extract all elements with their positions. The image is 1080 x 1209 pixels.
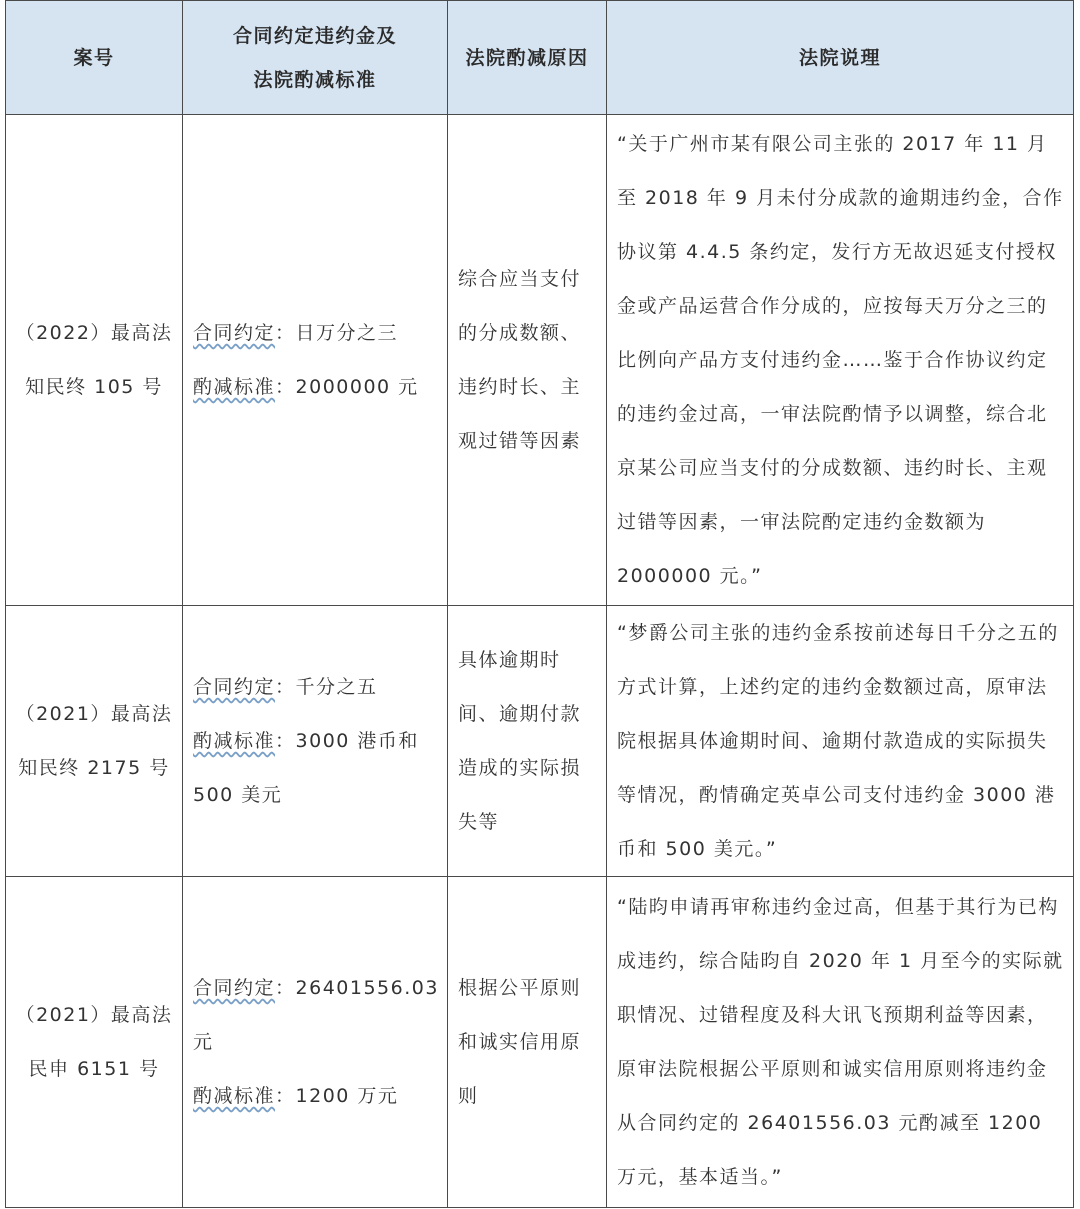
case-number-line2: 知民终 2175 号 — [18, 757, 170, 779]
reduced-label: 酌减标准 — [193, 730, 276, 752]
case-number-cell — [6, 606, 183, 877]
standard-cell — [183, 115, 448, 606]
case-number-line1: （2021）最高法 — [15, 1004, 173, 1026]
table-row — [6, 115, 1074, 606]
reduced-label: 酌减标准 — [193, 376, 276, 398]
reduced-value: ：3000 港币和 500 美元 — [193, 730, 419, 806]
table-row — [6, 606, 1074, 877]
reduced-value: ：1200 万元 — [275, 1085, 399, 1107]
case-number-line1: （2022）最高法 — [15, 322, 173, 344]
case-number-line2: 民申 6151 号 — [28, 1058, 160, 1080]
header-reason: 法院酌减原因 — [448, 1, 607, 115]
agreed-value: ：26401556.03 元 — [193, 977, 439, 1053]
explanation-cell: “关于广州市某有限公司主张的 2017 年 11 月至 2018 年 9 月未付分成款的逾期违约金，合作协议第 4.4.5 条约定，发行方无故迟延支付授权金或产品运营合作分成的，应按每天万分之三的比例向产品方支付违约金……鉴于合作协议约定的违约金过高，一审法院酌情予以调整，综合北京某公司应当支付的分成数额、违约时长、主观过错等因素，一审法院酌定违约金数额为 2000000 元。” — [607, 115, 1074, 606]
header-standard — [183, 1, 448, 115]
explanation-cell: “陆昀申请再审称违约金过高，但基于其行为已构成违约，综合陆昀自 2020 年 1 月至今的实际就职情况、过错程度及科大讯飞预期利益等因素，原审法院根据公平原则和诚实信用原则将违约金从合同约定的 26401556.03 元酌减至 1200 万元，基本适当。” — [607, 877, 1074, 1208]
agreed-value: ：千分之五 — [275, 676, 378, 698]
reduced-label: 酌减标准 — [193, 1085, 276, 1107]
reason-cell: 综合应当支付的分成数额、违约时长、主观过错等因素 — [448, 115, 607, 606]
case-number-line1: （2021）最高法 — [15, 703, 173, 725]
header-standard-line1: 合同约定违约金及 — [232, 24, 397, 47]
header-case: 案号 — [6, 1, 183, 115]
explanation-cell: “梦爵公司主张的违约金系按前述每日千分之五的方式计算，上述约定的违约金数额过高，原审法院根据具体逾期时间、逾期付款造成的实际损失等情况，酌情确定英卓公司支付违约金 3000 港币和 500 美元。” — [607, 606, 1074, 877]
case-number-cell — [6, 115, 183, 606]
case-number-line2: 知民终 105 号 — [25, 376, 163, 398]
reason-cell: 根据公平原则和诚实信用原则 — [448, 877, 607, 1208]
agreed-label: 合同约定 — [193, 676, 276, 698]
standard-cell — [183, 877, 448, 1208]
standard-cell — [183, 606, 448, 877]
reduced-value: ：2000000 元 — [275, 376, 419, 398]
agreed-label: 合同约定 — [193, 977, 276, 999]
agreed-value: ：日万分之三 — [275, 322, 399, 344]
table-row — [6, 877, 1074, 1208]
header-row — [6, 1, 1074, 115]
reason-cell: 具体逾期时间、逾期付款造成的实际损失等 — [448, 606, 607, 877]
agreed-label: 合同约定 — [193, 322, 276, 344]
header-standard-line2: 法院酌减标准 — [253, 68, 377, 91]
header-explanation: 法院说理 — [607, 1, 1074, 115]
case-number-cell — [6, 877, 183, 1208]
case-table — [5, 0, 1074, 1208]
